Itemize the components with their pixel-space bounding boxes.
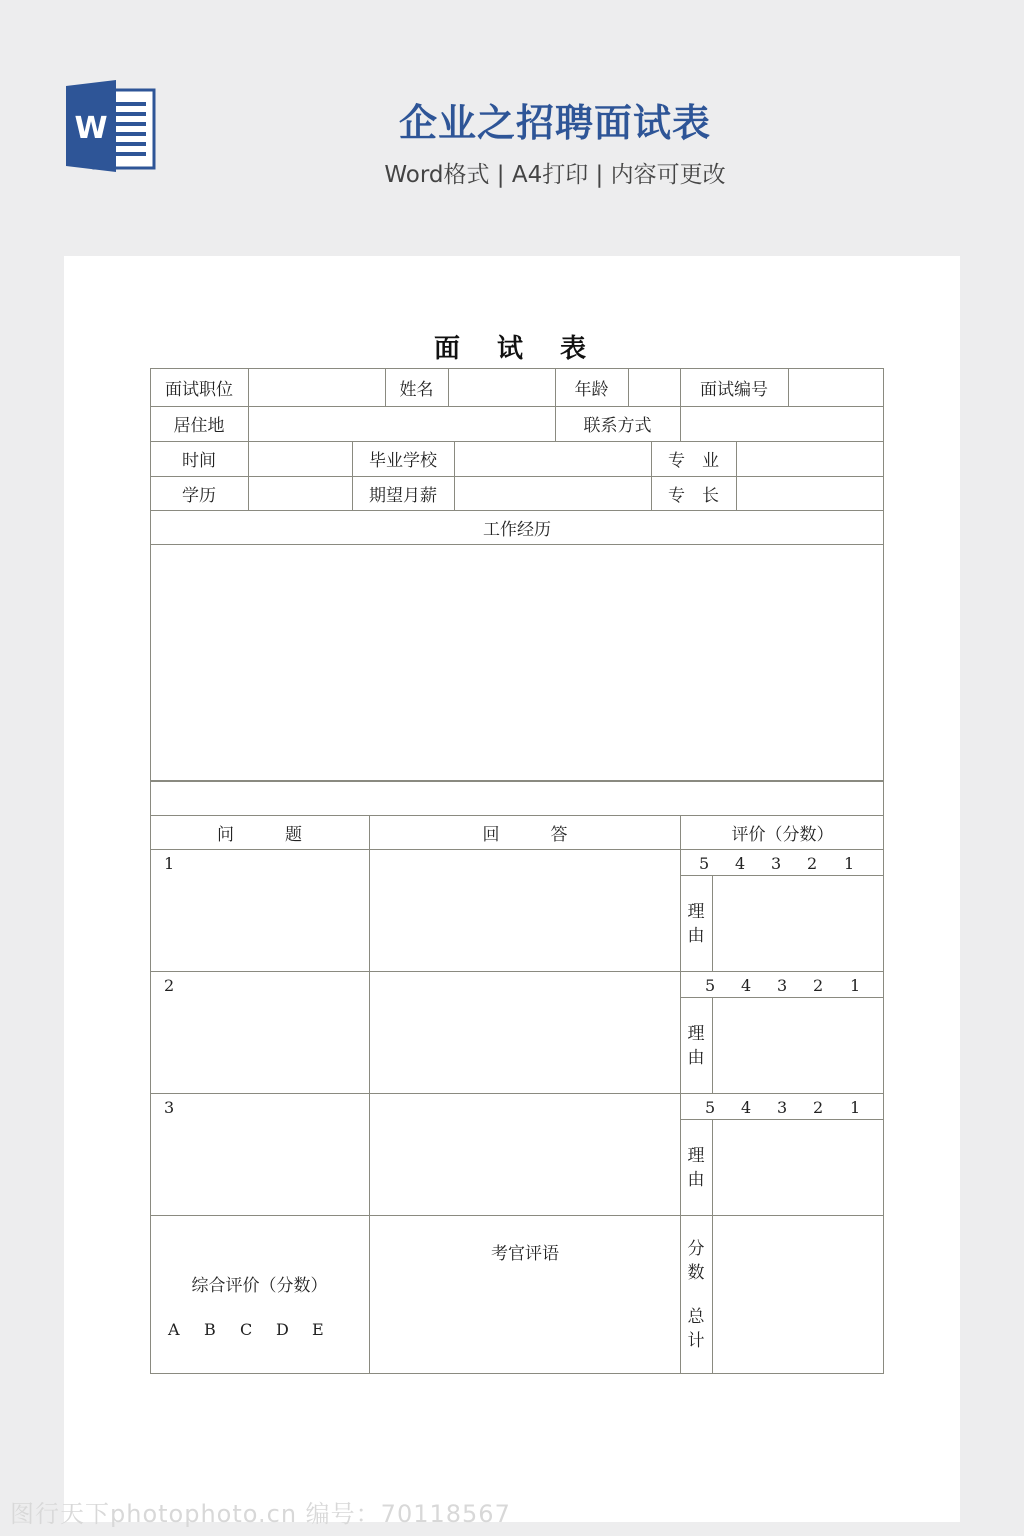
score-option[interactable]: 4 [735,854,746,873]
label-specialty: 专 长 [668,485,719,506]
label-position: 面试职位 [165,379,233,400]
question-header: 问 题 [217,824,302,845]
grade-option[interactable]: B [204,1320,216,1339]
col-divider [680,815,681,1374]
answer-area[interactable] [370,1094,680,1215]
input-major[interactable] [737,441,884,476]
score-option[interactable]: 5 [705,1098,716,1117]
label-major: 专 业 [668,451,719,471]
overall-evaluation-label: 综合评价（分数） [191,1275,328,1296]
label-education: 学历 [182,485,216,506]
input-contact[interactable] [681,406,884,441]
banner-subtitle: Word格式 | A4打印 | 内容可更改 [384,162,726,188]
question-number: 2 [164,976,175,995]
input-school[interactable] [455,441,651,476]
score-label: 分数 [687,1239,705,1283]
answer-header: 回 答 [482,824,568,845]
watermark: 图行天下photophoto.cn 编号：70118567 [10,1500,511,1528]
label-name: 姓名 [399,379,434,400]
score-option[interactable]: 1 [850,976,861,995]
reason-label: 理由 [687,902,705,946]
reason-area[interactable] [713,998,884,1093]
input-age[interactable] [629,368,680,406]
score-option[interactable]: 3 [777,976,788,995]
grade-option[interactable]: E [312,1320,324,1339]
reason-label: 理由 [687,1024,705,1068]
total-label: 总计 [687,1307,705,1351]
form-title: 面 试 表 [433,334,601,364]
svg-text:W: W [74,111,108,146]
score-option[interactable]: 3 [771,854,782,873]
label-salary: 期望月薪 [369,485,437,506]
score-option[interactable]: 2 [813,1098,824,1117]
score-option[interactable]: 3 [777,1098,788,1117]
grade-option[interactable]: C [240,1320,253,1339]
score-option[interactable]: 1 [844,854,855,873]
score-option[interactable]: 4 [741,976,752,995]
work-experience-area[interactable] [150,545,884,780]
evaluation-header: 评价（分数） [731,824,834,845]
blank-row[interactable] [150,782,884,815]
total-score-area[interactable] [713,1216,884,1374]
question-number: 3 [164,1098,175,1117]
reason-area[interactable] [713,876,884,971]
examiner-comment-label: 考官评语 [491,1243,559,1264]
input-residence[interactable] [249,406,555,441]
question-number: 1 [164,854,175,873]
label-age: 年龄 [574,379,609,400]
score-option[interactable]: 1 [850,1098,861,1117]
work-experience-header: 工作经历 [483,519,551,540]
input-specialty[interactable] [737,476,884,510]
answer-area[interactable] [370,850,680,971]
input-time[interactable] [249,441,352,476]
answer-area[interactable] [370,972,680,1093]
grade-option[interactable]: D [276,1320,289,1339]
input-education[interactable] [249,476,352,510]
score-option[interactable]: 4 [741,1098,752,1117]
label-contact: 联系方式 [583,416,652,436]
banner-title: 企业之招聘面试表 [398,101,711,145]
input-salary[interactable] [455,476,651,510]
score-option[interactable]: 2 [807,854,818,873]
score-option[interactable]: 5 [705,976,716,995]
word-doc-icon [64,80,158,172]
score-option[interactable]: 2 [813,976,824,995]
reason-label: 理由 [687,1146,705,1190]
input-interview-no[interactable] [789,368,884,406]
label-interview-no: 面试编号 [700,379,768,400]
input-name[interactable] [449,368,555,406]
label-residence: 居住地 [173,416,225,436]
score-option[interactable]: 5 [699,854,710,873]
reason-area[interactable] [713,1120,884,1215]
label-time: 时间 [182,451,216,471]
input-position[interactable] [249,368,385,406]
grade-option[interactable]: A [168,1320,180,1339]
label-school: 毕业学校 [369,451,437,471]
